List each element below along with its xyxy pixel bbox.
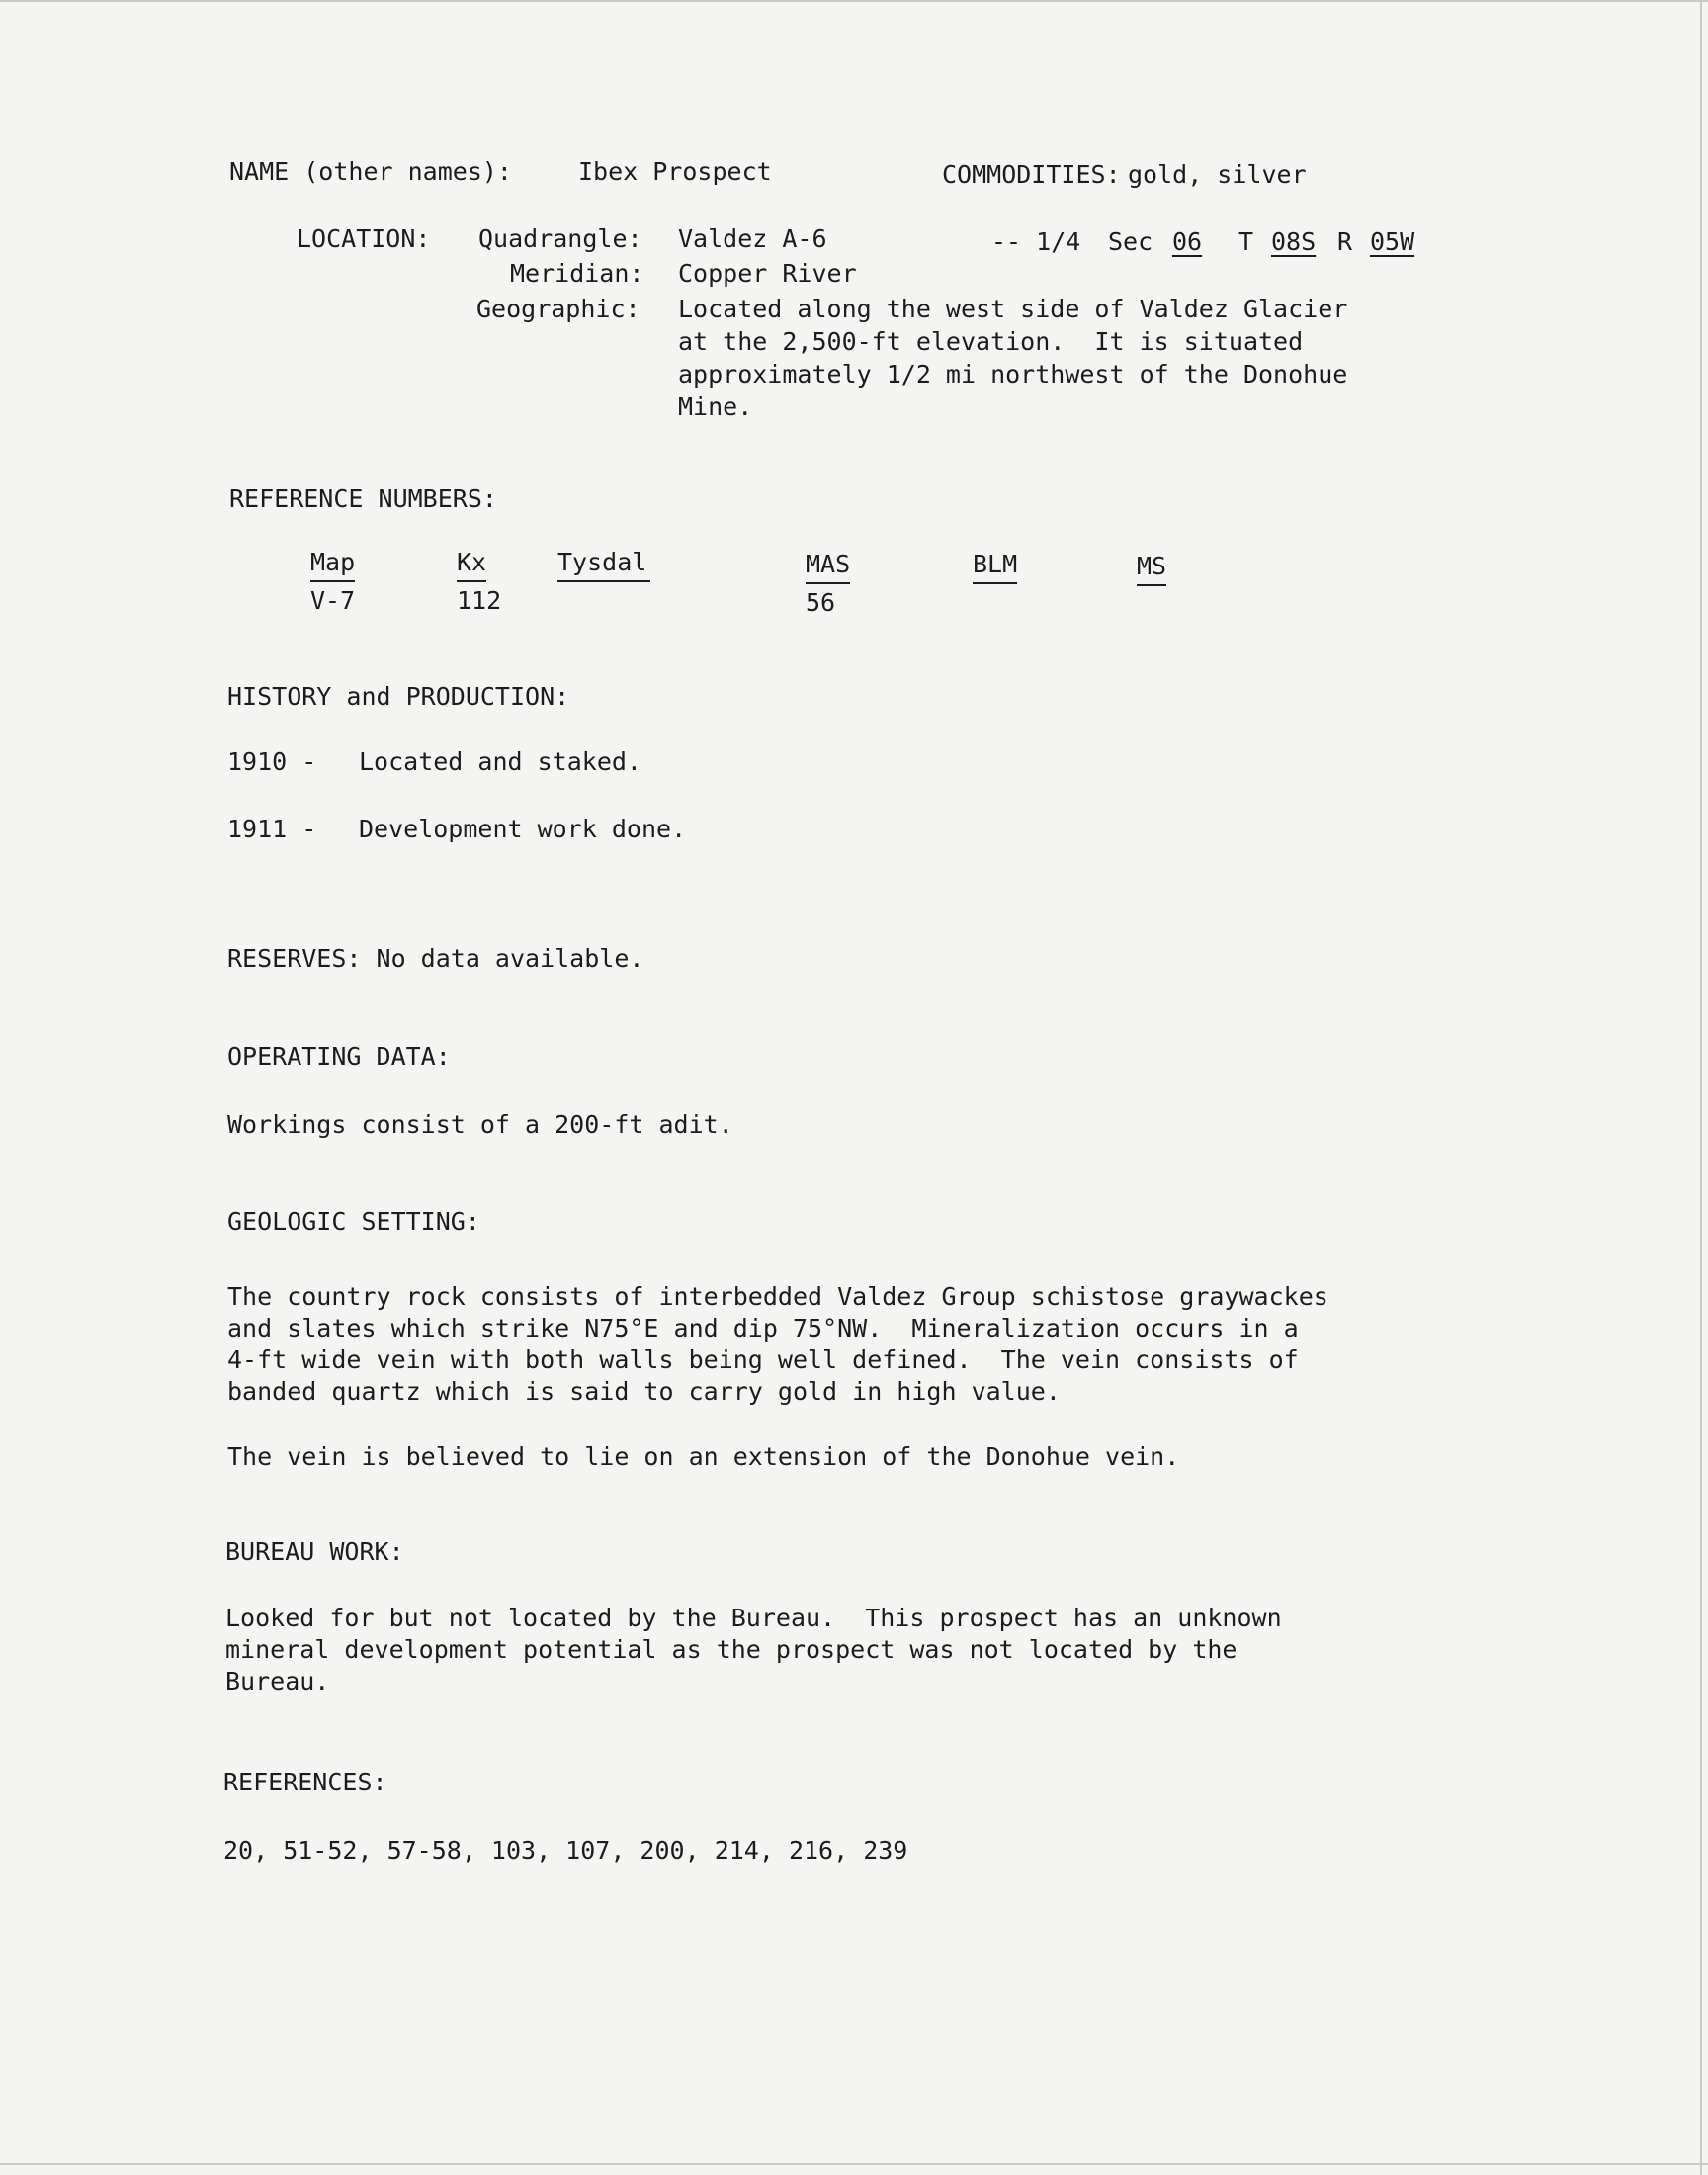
- ref-col-map: [310, 546, 355, 617]
- township-label: T: [1238, 227, 1254, 256]
- ref-head-ms: MS: [1137, 550, 1166, 586]
- ref-col-blm: [973, 548, 1017, 586]
- history-year-1: 1910 -: [227, 747, 317, 776]
- sec-value: 06: [1172, 227, 1203, 256]
- bureau-line-2: mineral development potential as the prospect was not located by the: [225, 1635, 1238, 1664]
- operating-heading: OPERATING DATA:: [227, 1042, 451, 1071]
- township-value: 08S: [1271, 227, 1317, 256]
- references-list: 20, 51-52, 57-58, 103, 107, 200, 214, 216, 239: [223, 1836, 908, 1865]
- ref-head-map: Map: [310, 546, 355, 582]
- bureau-heading: BUREAU WORK:: [225, 1537, 404, 1566]
- commodities-label: COMMODITIES:: [942, 160, 1121, 189]
- ref-col-tysdal: [557, 546, 650, 584]
- references-heading: REFERENCES:: [223, 1768, 387, 1796]
- ref-col-mas: [806, 548, 850, 619]
- geologic-line-2: and slates which strike N75°E and dip 75°NW. Mineralization occurs in a: [227, 1314, 1299, 1343]
- ref-col-ms: [1137, 550, 1166, 588]
- geographic-line-1: Located along the west side of Valdez Glacier: [678, 295, 1348, 323]
- geologic-paragraph-2: The vein is believed to lie on an extension of the Donohue vein.: [227, 1442, 1180, 1471]
- geographic-line-4: Mine.: [678, 392, 753, 421]
- location-label: LOCATION:: [297, 224, 431, 253]
- history-text-2: Development work done.: [359, 815, 687, 843]
- quadrangle-value: Valdez A-6: [678, 224, 827, 253]
- reserves-line: RESERVES: No data available.: [227, 944, 644, 973]
- ref-head-blm: BLM: [973, 548, 1017, 584]
- history-heading: HISTORY and PRODUCTION:: [227, 682, 570, 711]
- name-value: Ibex Prospect: [578, 157, 772, 186]
- meridian-label: Meridian:: [510, 259, 644, 288]
- history-text-1: Located and staked.: [359, 747, 641, 776]
- name-label: NAME (other names):: [229, 157, 512, 186]
- bureau-line-1: Looked for but not located by the Bureau. This prospect has an unknown: [225, 1604, 1282, 1632]
- geologic-line-3: 4-ft wide vein with both walls being well defined. The vein consists of: [227, 1346, 1299, 1374]
- geographic-line-2: at the 2,500-ft elevation. It is situated: [678, 327, 1304, 356]
- ref-val-kx: 112: [457, 586, 502, 615]
- operating-text: Workings consist of a 200-ft adit.: [227, 1110, 733, 1139]
- meridian-value: Copper River: [678, 259, 857, 288]
- scan-edge-top: [0, 0, 1708, 2]
- geographic-line-3: approximately 1/2 mi northwest of the Donohue: [678, 360, 1348, 389]
- sec-label: Sec: [1108, 227, 1153, 256]
- commodities-value: gold, silver: [1128, 160, 1307, 189]
- ref-head-mas: MAS: [806, 548, 850, 584]
- geologic-heading: GEOLOGIC SETTING:: [227, 1207, 480, 1236]
- ref-val-mas: 56: [806, 588, 836, 617]
- ref-col-kx: [457, 546, 501, 617]
- quadrangle-label: Quadrangle:: [478, 224, 642, 253]
- range-label: R: [1337, 227, 1353, 256]
- scan-edge-right: [1700, 0, 1702, 2175]
- geographic-label: Geographic:: [476, 295, 640, 323]
- ref-head-kx: Kx: [457, 546, 486, 582]
- geologic-line-1: The country rock consists of interbedded Valdez Group schistose graywackes: [227, 1282, 1328, 1311]
- quarter-section: -- 1/4: [991, 227, 1081, 256]
- geologic-line-4: banded quartz which is said to carry gold in high value.: [227, 1377, 1061, 1406]
- range-value: 05W: [1370, 227, 1415, 256]
- scan-edge-bottom: [0, 2163, 1708, 2165]
- reference-numbers-heading: REFERENCE NUMBERS:: [229, 484, 497, 513]
- ref-val-map: V-7: [310, 586, 356, 615]
- bureau-line-3: Bureau.: [225, 1667, 330, 1696]
- ref-head-tysdal: Tysdal: [557, 546, 650, 582]
- history-year-2: 1911 -: [227, 815, 317, 843]
